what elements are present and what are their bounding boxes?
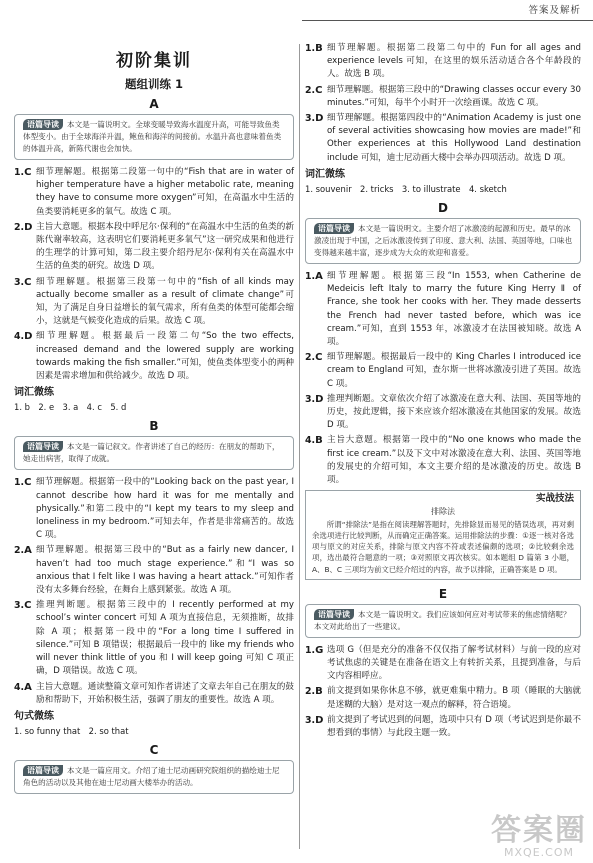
section-e <box>305 586 581 740</box>
answer-letter: B <box>315 43 323 54</box>
watermark-text: 答案圈 <box>491 813 587 848</box>
explanation-text: 前文提到了考试迟到的问题，选项中只有 D 项（考试迟到是你最不想看到的事情）与此段主题一致。 <box>327 714 581 738</box>
answer-number <box>14 330 36 383</box>
strategy-box <box>305 490 581 579</box>
passage-guide-tag: 语篇导读 <box>23 441 63 452</box>
question-number: 4. <box>305 435 316 447</box>
answer-letter: A <box>24 681 32 693</box>
answer-number <box>14 166 36 219</box>
watermark-logo <box>491 815 587 859</box>
answer-number <box>14 681 36 707</box>
answer-item <box>14 166 294 219</box>
answer-number <box>305 42 327 82</box>
left-sections <box>14 96 294 794</box>
question-number: 4. <box>14 331 25 343</box>
question-number: 1. <box>305 644 316 656</box>
practice-heading: 词汇微练 <box>305 168 345 180</box>
answer-number <box>14 221 36 274</box>
answer-letter: C <box>24 276 32 288</box>
question-number: 2. <box>305 84 316 96</box>
answer-item <box>14 330 294 383</box>
section-letter: A <box>149 97 159 111</box>
answer-item <box>14 221 294 274</box>
explanation-text: 细节理解题。根据第四段中的“Animation Academy is just one of several activities showcasing how movies are made!”和 Other experiences at this Hollywood Land destination include 可知，迪士尼动画大楼中会举办四项活动。故选 D 项。 <box>327 113 581 163</box>
answer-item <box>305 644 581 684</box>
section-letter: B <box>149 419 159 434</box>
answer-item <box>305 351 581 391</box>
answer-number <box>305 644 327 684</box>
practice-answers: 1. souvenir 2. tricks 3. to illustrate 4. sketch <box>305 183 507 194</box>
answer-item <box>305 434 581 487</box>
passage-guide-text: 本文是一篇说明文。我们应该如何应对考试带来的焦虑情绪呢？本文对此给出了一些建议。 <box>314 609 571 631</box>
answer-item <box>305 270 581 349</box>
question-number: 3. <box>14 600 25 612</box>
passage-guide-text: 本文是一篇应用文。介绍了迪士尼动画研究院组织的描绘迪士尼角色的活动以及其他在迪士尼动画大楼举办的活动。 <box>23 766 280 788</box>
passage-guide-text: 本文是一篇说明文。主要介绍了冰激凌的起源和历史。最早的冰激凌出现于中国，之后冰激凌传到了印度、意大利、法国、英国等地，口味也变得越来越丰富，逐步成为大众的欢迎和喜爱。 <box>314 224 573 258</box>
question-number: 2. <box>14 221 25 233</box>
explanation-text: 主旨大意题。根据第一段中的“No one knows who made the first ice cream.”以及下文中对冰激凌在意大利、法国、英国等地的发展史的介绍可知，本文主要介绍的是冰激凌的历史。故选 B 项。 <box>327 435 581 486</box>
answer-item <box>305 393 581 433</box>
explanation-text: 推理判断题。文章依次介绍了冰激凌在意大利、法国、英国等地的历史，按此逻辑，接下来应该介绍冰激凌在其他国家的发展。故选 D 项。 <box>327 393 581 431</box>
practice-heading: 词汇微练 <box>14 387 54 399</box>
answer-letter: B <box>315 435 323 447</box>
explanation-text: 细节理解题。根据第二段第一句中的“Fish that are in water of higher temperature have a higher metabolic rate, meaning they have to consume more oxygen”可知，在高温水中生活的鱼类要消耗更多的氧气。故选 C 项。 <box>36 167 294 217</box>
answer-letter: C <box>24 167 32 178</box>
strategy-title: 排除法 <box>431 507 455 517</box>
question-number: 2. <box>305 352 316 364</box>
practice-heading: 句式微练 <box>14 710 54 722</box>
answer-letter: D <box>24 331 33 343</box>
answer-item <box>305 714 581 740</box>
answer-item <box>14 681 294 707</box>
answer-letter: G <box>315 644 324 656</box>
header-tab <box>503 0 593 20</box>
strategy-text: 所谓“排除法”是指在阅读理解答题时，先排除显而易见的错误选项，再对剩余选项进行比较判断，从而确定正确答案。运用排除法的步骤：①逐一核对各选项与原文的对应关系，排除与原文内容不符或表述偏颇的选项；②比较剩余选项，选出最符合题意的一项；③对照原文再次核实。如本题组 D 篇第 3 小题，A、B、C 三项均为前文已经介绍过的内容，故予以排除，正确答案是 D 项。 <box>312 519 574 574</box>
explanation-text: 细节理解题。根据第三段中的“Drawing classes occur every 30 minutes.”可知，每半个小时开一次绘画课。故选 C 项。 <box>327 84 581 108</box>
answer-item <box>305 112 581 165</box>
section-letter: D <box>438 201 448 216</box>
explanation-text: 推理判断题。根据第三段中的 I recently performed at my school’s winter concert 可知 A 项为直接信息，无须推断，故排除 A 项；根据第一段中的“For a long time I suffered in silence.”可知 B 项错误；根据最后一段中的 like my friends who will never think little of you 和 I will keep going 可知 C 项正确，D 项错误。故选 C 项。 <box>36 600 294 677</box>
header-rule <box>302 20 593 21</box>
header-section-title: 答案及解析 <box>528 5 581 16</box>
passage-guide-tag: 语篇导读 <box>314 223 354 234</box>
explanation-text: 细节理解题。根据最后一段第二句“So the two effects, increased demand and the lowered supply are working towards making the fish smaller.”可知，使鱼类体型变小的两种因素是需求增加和供给减少。故选 D 项。 <box>36 331 294 382</box>
answer-letter: D <box>315 113 324 125</box>
answer-letter: A <box>24 545 32 557</box>
passage-guide-text: 本文是一篇说明文。全球变暖导致海水温度升高，可能导致鱼类体型变小。由于全球海洋升温，鲍鱼和海洋的间接前。水温升高也意味着鱼类的体温升高，新陈代谢也会加快。 <box>23 120 282 153</box>
explanation-text: 主旨大意题。根据本段中呼尼尔·保利的“在高温水中生活的鱼类的新陈代谢率较高，这表明它们要消耗更多氧气”这一研究成果和他进行的生理学的计算可知，第二段主要介绍丹尼尔·保利有关在高温水中生活的鱼类的研究。故选 D 项。 <box>36 221 294 272</box>
answer-item <box>14 544 294 597</box>
answer-item <box>14 476 294 542</box>
answer-item <box>305 685 581 711</box>
question-number: 3. <box>305 393 316 405</box>
answer-number <box>305 714 327 740</box>
section-letter: E <box>438 586 448 601</box>
answer-number <box>305 270 327 349</box>
answer-number <box>305 393 327 433</box>
question-number: 2. <box>305 686 316 698</box>
explanation-text: 细节理解题。根据第三段第一句中的“fish of all kinds may actually become smaller as a result of climate change”可知，为了满足自身日益增长的氧气需求，所有鱼类的体型可能都会缩小，这就是气候变化造成的后果。故选 C 项。 <box>36 276 294 327</box>
question-number: 3. <box>305 714 316 726</box>
explanation-text: 细节理解题。根据最后一段中的 King Charles Ⅰ introduced ice cream to England 可知，查尔斯一世将冰激凌引进了英国。故选 C 项。 <box>327 352 581 389</box>
column-divider <box>299 44 300 849</box>
section-letter: C <box>149 743 159 758</box>
explanation-text: 细节理解题。根据第三段中的“But as a fairly new dancer, I haven’t had too much stage experience.”和“I was so anxious that I felt like I was having a heart attack.”可知作者没有太多舞台经验，在舞台上感到紧张。故选 A 项。 <box>36 545 294 596</box>
explanation-text: 细节理解题。根据第三段“In 1553, when Catherine de Medeicis left Italy to marry the future King Herry Ⅱ of France, she took her cooks with her. They made desserts the French had never tasted before, which was ice cream.”可知，直到 1553 年，冰激凌才在法国被知晓。故选 A 项。 <box>327 271 581 348</box>
explanation-text: 细节理解题。根据第二段第二句中的 Fun for all ages and experience levels 可知，在这里的娱乐活动适合各个年龄段的人。故选 B 项。 <box>327 43 581 80</box>
right-sections <box>305 42 581 487</box>
passage-guide-box <box>14 114 294 160</box>
question-number: 4. <box>14 681 25 693</box>
explanation-text: 选项 G（但是充分的准备不仅仅指了解考试材料）与前一段的应对考试焦虑的关键是在准备在语文上有转折关系，且提到准备，与后文内容相呼应。 <box>327 644 581 682</box>
practice-answers: 1. so funny that 2. so that <box>14 725 129 736</box>
question-number: 1. <box>14 167 25 178</box>
passage-guide-box <box>305 218 581 264</box>
page-title: 初阶集训 <box>116 51 192 71</box>
answer-letter: D <box>315 714 324 726</box>
strategy-label: 实战技法 <box>535 493 574 505</box>
answer-number <box>305 685 327 711</box>
watermark-domain: MXQE.COM <box>504 846 574 859</box>
answer-letter: C <box>24 477 32 489</box>
question-number: 3. <box>14 276 25 288</box>
question-number: 1. <box>305 271 316 283</box>
explanation-text: 主旨大意题。通读整篇文章可知作者讲述了文章去年自己在朋友的鼓励和帮助下，开始积极生活，强调了朋友的重要性。故选 A 项。 <box>36 681 294 705</box>
explanation-text: 前文提到如果你休息不够，就更难集中精力。B 项（睡眠的大脑就是迷糊的大脑）是对这一观点的解释，符合语境。 <box>327 686 581 710</box>
answer-number <box>305 351 327 391</box>
answer-item <box>14 276 294 329</box>
answer-letter: A <box>315 271 323 283</box>
answer-letter: C <box>24 600 32 612</box>
explanation-text: 细节理解题。根据第一段中的“Looking back on the past year, I cannot describe how hard it was for me mentally and physically.”和第二段中的“I kept my tears to my sleep and loneliness in my bedroom.”可知去年，作者是非常痛苦的。故选 C 项。 <box>36 477 294 541</box>
practice-answers: 1. b 2. e 3. a 4. c 5. d <box>14 402 127 413</box>
answer-item <box>14 599 294 678</box>
answer-number <box>305 84 327 110</box>
answer-letter: C <box>315 352 323 364</box>
answer-letter: B <box>315 686 323 698</box>
answer-number <box>305 434 327 487</box>
answer-number <box>14 476 36 542</box>
question-number: 3. <box>305 113 316 125</box>
answer-letter: D <box>24 221 33 233</box>
answer-number <box>14 544 36 597</box>
answer-number <box>14 276 36 329</box>
question-number: 1. <box>14 477 25 489</box>
answer-letter: D <box>315 393 324 405</box>
question-number: 2. <box>14 545 25 557</box>
passage-guide-tag: 语篇导读 <box>23 119 63 130</box>
passage-guide-tag: 语篇导读 <box>314 609 354 620</box>
answer-number <box>14 599 36 678</box>
passage-guide-text: 本文是一篇记叙文。作者讲述了自己的经历：在朋友的帮助下，她走出病害，取得了成就。 <box>23 442 280 464</box>
passage-guide-box <box>14 436 294 470</box>
right-column <box>305 42 581 742</box>
passage-guide-box <box>305 604 581 638</box>
answer-letter: C <box>315 84 323 96</box>
passage-guide-box <box>14 760 294 794</box>
exercise-group-title: 题组训练 1 <box>124 77 183 91</box>
passage-guide-tag: 语篇导读 <box>23 765 63 776</box>
question-number: 1. <box>305 43 316 54</box>
answer-number <box>305 112 327 165</box>
answer-item <box>305 84 581 110</box>
left-column <box>14 42 294 800</box>
answer-item <box>305 42 581 82</box>
